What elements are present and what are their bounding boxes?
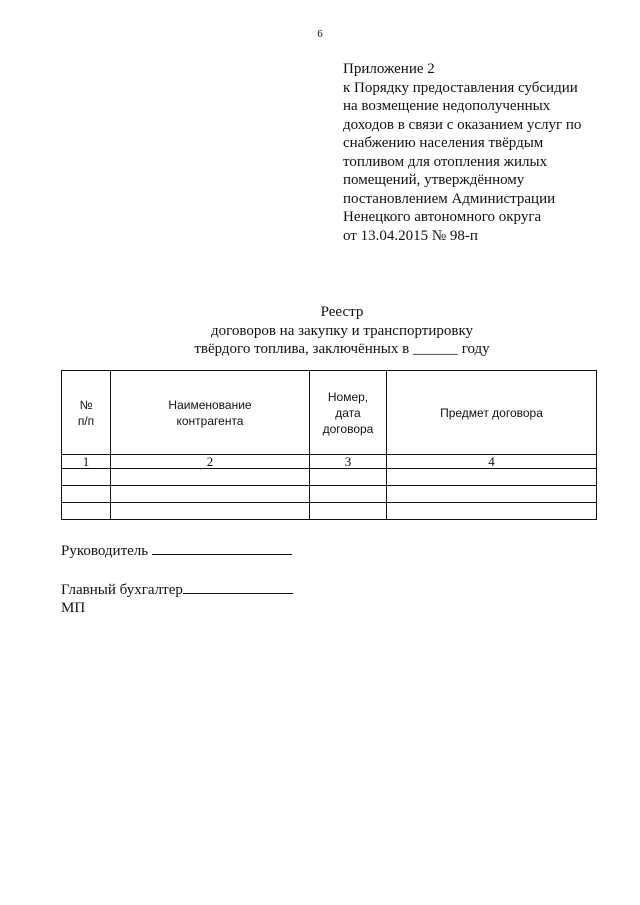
table-column-numbers-row <box>62 455 597 469</box>
table-row <box>62 469 597 486</box>
appendix-line: постановлением Администрации <box>343 190 556 207</box>
table-cell <box>387 503 597 520</box>
column-number: 4 <box>387 455 597 469</box>
accountant-label: Главный бухгалтер <box>61 581 183 598</box>
table-cell <box>310 503 387 520</box>
appendix-line: от 13.04.2015 № 98-п <box>343 227 478 244</box>
table-cell <box>111 503 310 520</box>
table-row <box>62 486 597 503</box>
year-blank: ______ <box>412 341 458 357</box>
page-number: 6 <box>317 28 323 40</box>
title-line-3-prefix: твёрдого топлива, заключённых в <box>194 341 410 357</box>
title-line-1: Реестр <box>320 304 364 320</box>
column-number: 1 <box>62 455 111 469</box>
column-number: 2 <box>111 455 310 469</box>
accountant-signature-blank <box>183 579 293 594</box>
table-cell <box>62 503 111 520</box>
appendix-line: к Порядку предоставления субсидии <box>343 79 578 96</box>
appendix-line: доходов в связи с оказанием услуг по <box>343 116 582 133</box>
director-signature-line <box>61 540 293 561</box>
table-cell <box>387 469 597 486</box>
table-cell <box>111 469 310 486</box>
stamp-label: МП <box>61 600 86 616</box>
appendix-line: Ненецкого автономного округа <box>343 209 542 225</box>
appendix-line: помещений, утверждённому <box>343 172 525 188</box>
header-num: № п/п <box>62 371 111 455</box>
table-cell <box>111 486 310 503</box>
table-cell <box>310 469 387 486</box>
director-label: Руководитель <box>61 543 149 559</box>
header-contract: Номер, дата договора <box>310 371 387 455</box>
header-counterparty: Наименование контрагента <box>111 371 310 455</box>
appendix-header <box>343 60 633 245</box>
column-number: 3 <box>310 455 387 469</box>
table-cell <box>387 486 597 503</box>
document-title <box>0 303 640 359</box>
table-header-row <box>62 371 597 455</box>
appendix-line: Приложение 2 <box>343 61 435 77</box>
table-cell <box>62 469 111 486</box>
registry-table <box>61 370 597 520</box>
signatures-block <box>61 540 293 618</box>
title-line-3-suffix: году <box>461 341 490 357</box>
table-cell <box>310 486 387 503</box>
appendix-line: топливом для отопления жилых <box>343 153 548 170</box>
table-cell <box>62 486 111 503</box>
title-line-3 <box>0 340 640 359</box>
table-row <box>62 503 597 520</box>
director-signature-blank <box>152 540 292 555</box>
header-subject: Предмет договора <box>387 371 597 455</box>
accountant-signature-line <box>61 579 293 600</box>
title-line-2: договоров на закупку и транспортировку <box>210 322 474 339</box>
appendix-line: снабжению населения твёрдым <box>343 135 544 151</box>
appendix-line: на возмещение недополученных <box>343 98 551 114</box>
